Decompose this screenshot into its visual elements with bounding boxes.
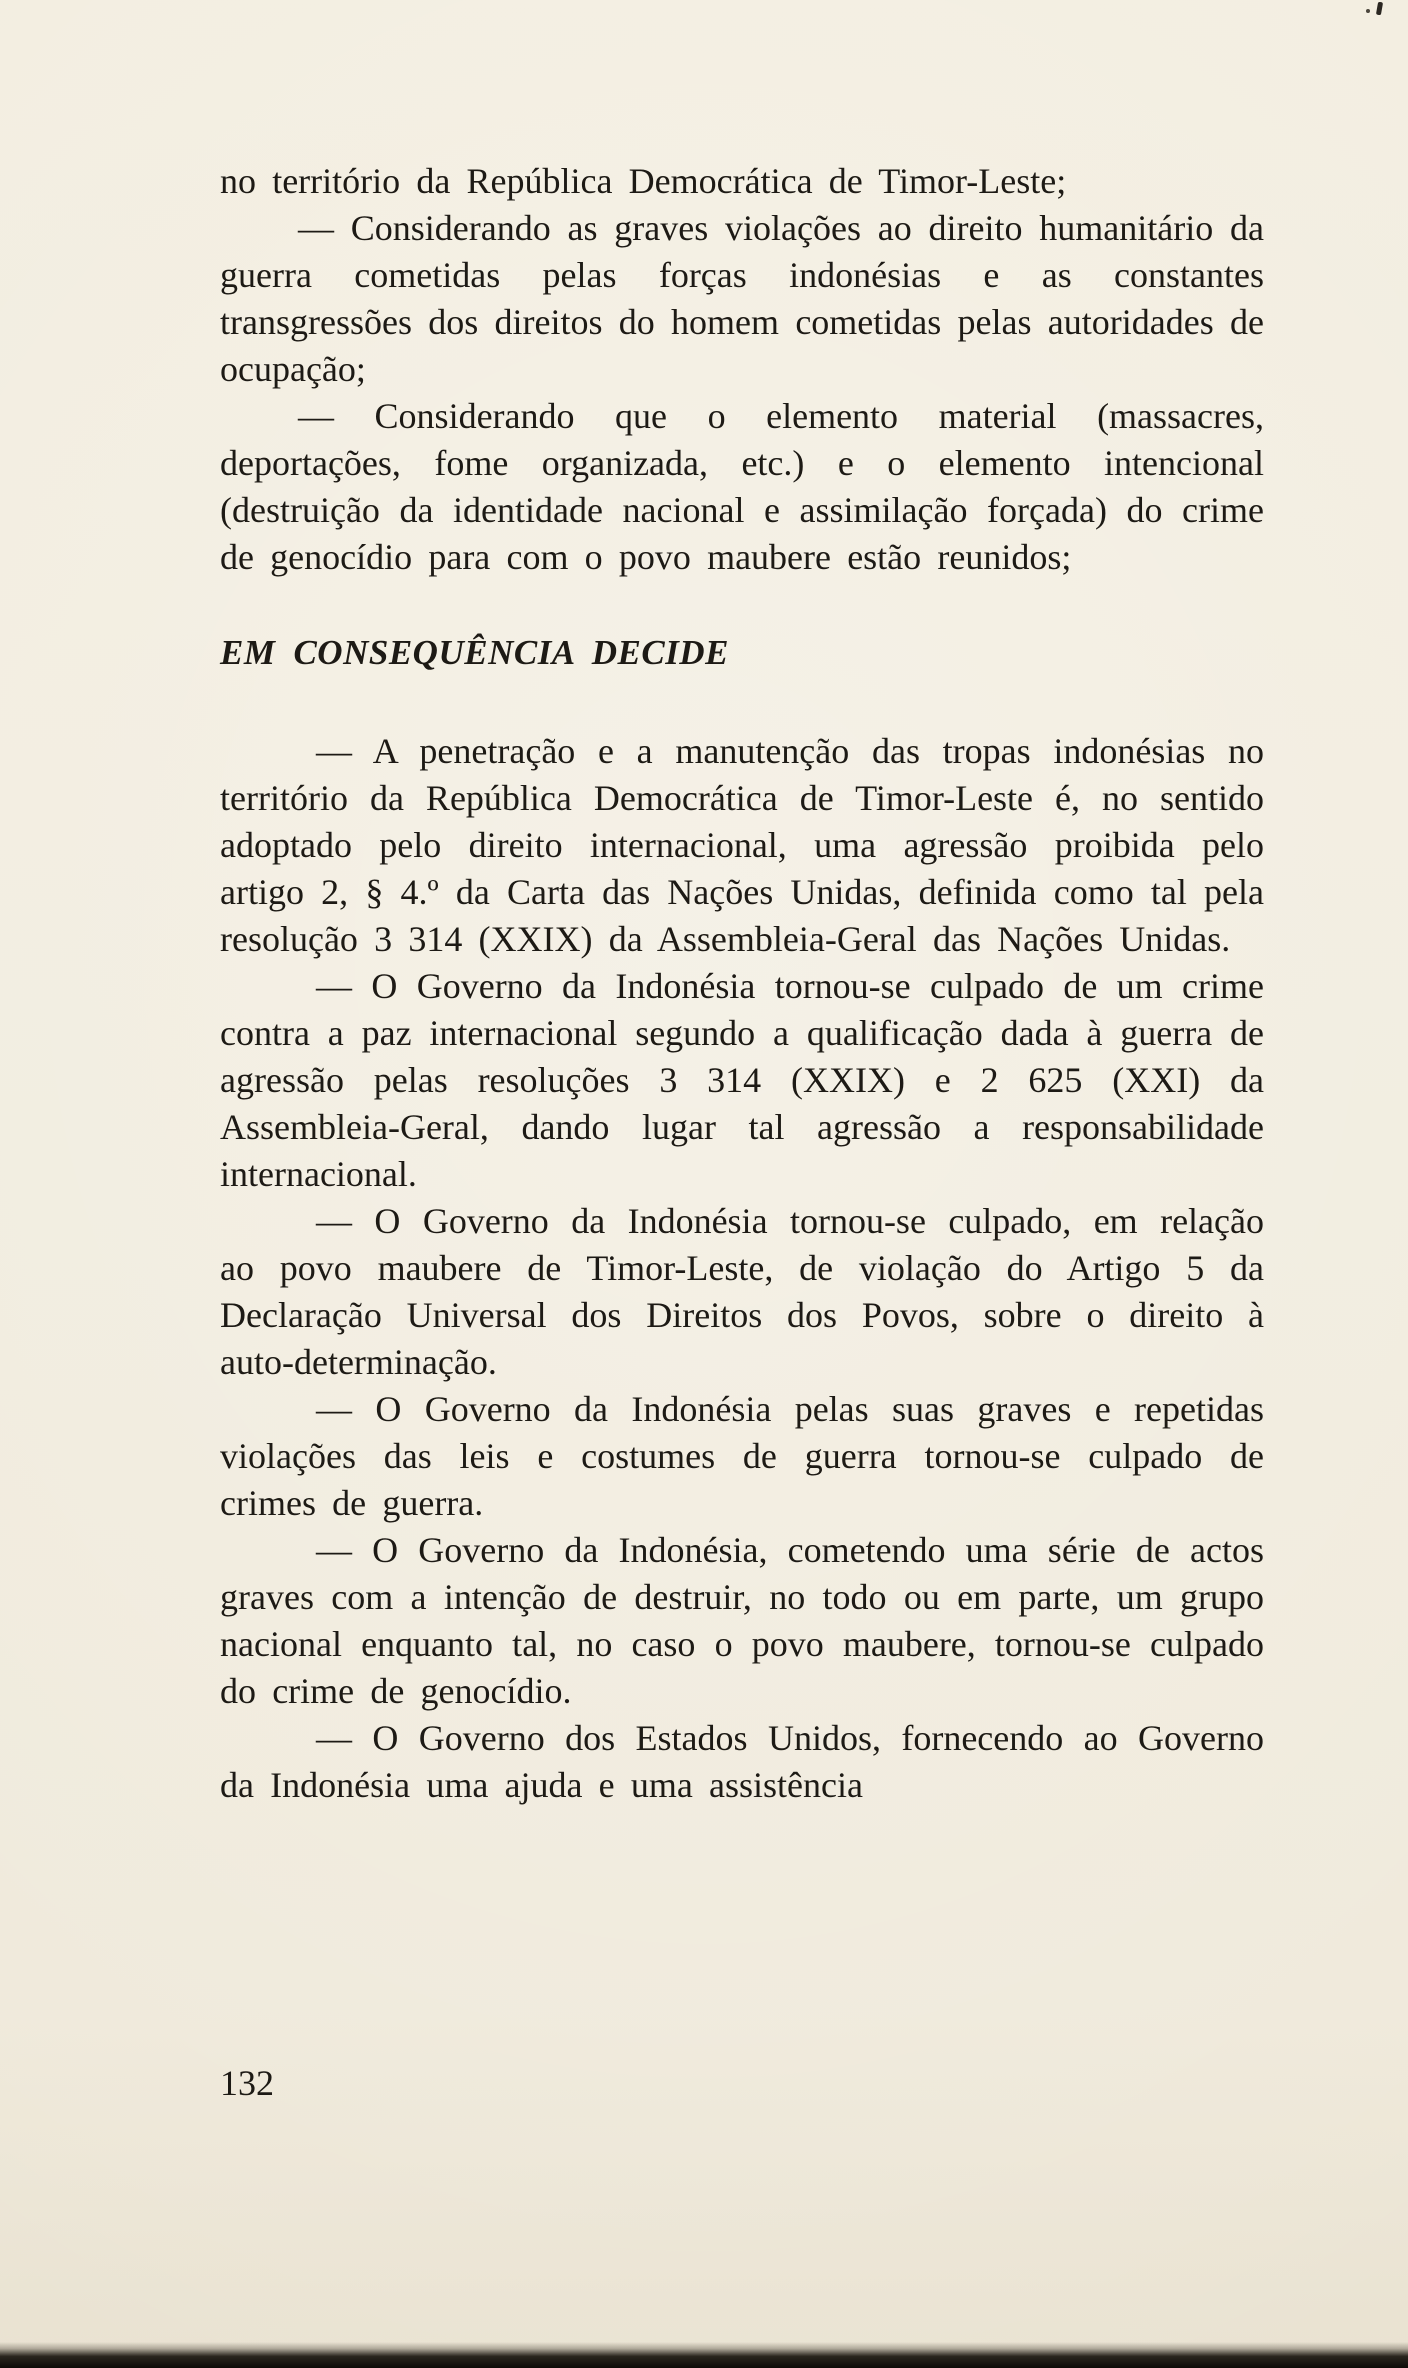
page-text-block [220,158,1264,1809]
paragraph-continuation: no território da República Democrática de Timor-Leste; [220,161,1067,201]
paragraph-decision-6: — O Governo dos Estados Unidos, fornecendo ao Governo da Indonésia uma ajuda e uma assistência [220,1718,1264,1805]
paragraph-decision-5: — O Governo da Indonésia, cometendo uma série de actos graves com a intenção de destruir, no todo ou em parte, um grupo nacional enquanto tal, no caso o povo maubere, tornou-se culpado do crime de genocídio. [220,1530,1264,1711]
scan-artifact-bottom-edge [0,2342,1408,2368]
page-number: 132 [220,2063,274,2103]
paragraph-decision-2: — O Governo da Indonésia tornou-se culpado de um crime contra a paz internacional segundo a qualificação dada à guerra de agressão pelas resoluções 3 314 (XXIX) e 2 625 (XXI) da Assembleia-Geral, dando lugar tal agressão a responsabilidade internacional. [220,966,1264,1194]
scan-artifact-corner-mark [1362,2,1382,20]
paragraph-decision-4: — O Governo da Indonésia pelas suas graves e repetidas violações das leis e costumes de guerra tornou-se culpado de crimes de guerra. [220,1389,1264,1523]
paragraph-decision-3: — O Governo da Indonésia tornou-se culpado, em relação ao povo maubere de Timor-Leste, de violação do Artigo 5 da Declaração Universal dos Direitos dos Povos, sobre o direito à auto-determinação. [220,1201,1264,1382]
paragraph-consideration-2: — Considerando que o elemento material (massacres, deportações, fome organizada, etc.) e o elemento intencional (destruição da identidade nacional e assimilação forçada) do crime de genocídio para com o povo maubere estão reunidos; [220,396,1264,577]
section-heading: EM CONSEQUÊNCIA DECIDE [220,633,729,672]
paragraph-decision-1: — A penetração e a manutenção das tropas indonésias no território da República Democrática de Timor-Leste é, no sentido adoptado pelo direito internacional, uma agressão proibida pelo artigo 2, § 4.º da Carta das Nações Unidas, definida como tal pela resolução 3 314 (XXIX) da Assembleia-Geral das Nações Unidas. [220,731,1264,959]
paragraph-consideration-1: — Considerando as graves violações ao direito humanitário da guerra cometidas pelas forças indonésias e as constantes transgressões dos direitos do homem cometidas pelas autoridades de ocupação; [220,208,1264,389]
